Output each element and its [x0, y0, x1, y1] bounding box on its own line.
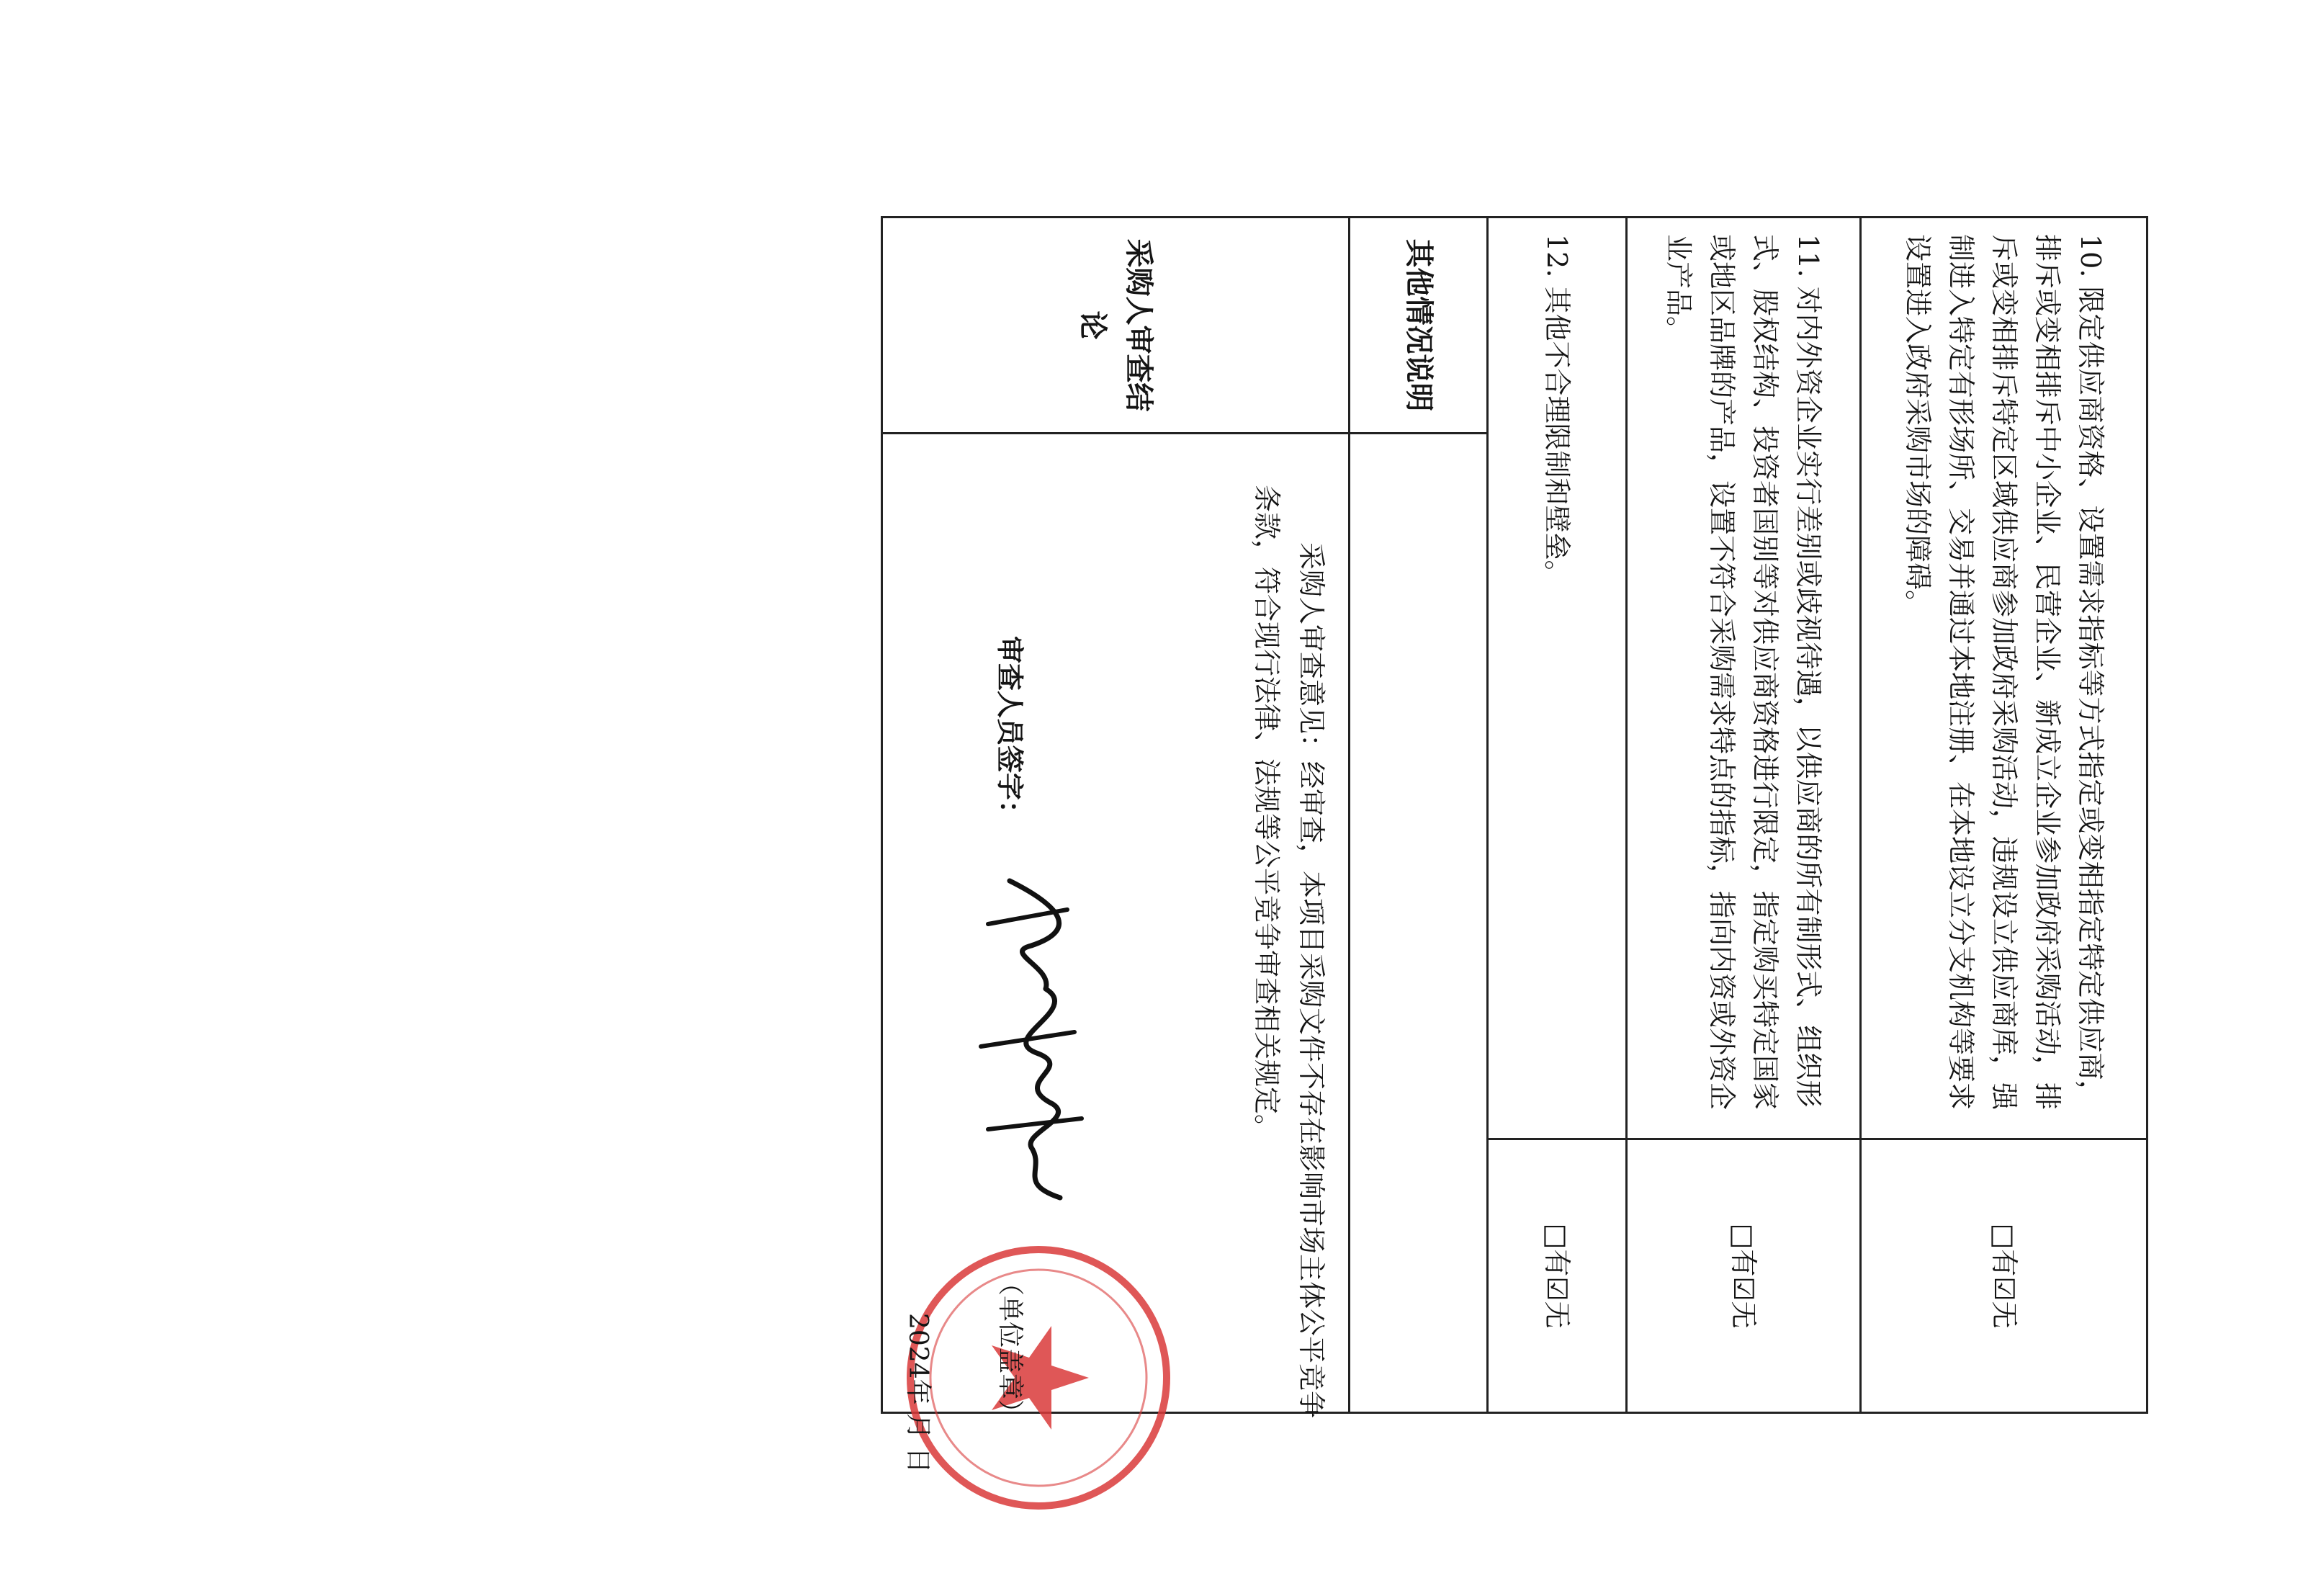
criterion-12-text: 12. 其他不合理限制和壁垒。: [1488, 218, 1626, 1139]
other-info-label: 其他情况说明: [1349, 218, 1487, 434]
official-stamp: [902, 1241, 1175, 1515]
conclusion-cell: [882, 434, 1350, 1474]
handwritten-signature: [974, 866, 1096, 1205]
criterion-10-text: 10. 限定供应商资格、设置需求指标等方式指定或变相指定特定供应商，排斥或变相排斥中小企业、民营企业、新成立企业参加政府采购活动，排斥或变相排斥特定区域供应商参加政府采购活动，违规设立供应商库，强制进入特定有形场所、交易并通过本地注册、在本地设立分支机构等要求设置进入政府采购市场的障碍。: [1861, 218, 2147, 1139]
conclusion-row: [882, 218, 1350, 1413]
other-info-value: [1349, 434, 1487, 1413]
conclusion-label: 采购人审查结论: [882, 218, 1350, 434]
rotated-form-sheet: [881, 216, 2148, 1474]
form-row-12: [1488, 218, 1626, 1413]
seal-caption: （单位盖章）: [995, 1270, 1025, 1426]
criterion-10-check: □有☑无: [1861, 1139, 2147, 1413]
review-form-table: [881, 216, 2148, 1474]
form-row-11: [1626, 218, 1861, 1413]
conclusion-text: 采购人审查意见：经审查，本项目采购文件不存在影响市场主体公平竞争条款，符合现行法律、法规等公平竞争审查相关规定。: [1250, 485, 1327, 1419]
criterion-11-check: □有☑无: [1626, 1139, 1861, 1413]
criterion-12-check: □有☑无: [1488, 1139, 1626, 1413]
reviewer-signature-label: 审查人员签字：: [993, 636, 1026, 828]
other-info-row: [1349, 218, 1487, 1413]
criterion-11-text: 11. 对内外资企业实行差别或歧视待遇，以供应商的所有制形式、组织形式、股权结构、投资者国别等对供应商资格进行限定，指定购买特定国家或地区品牌的产品，设置不符合采购需求特点的指标，指向内资或外资企业产品。: [1626, 218, 1861, 1139]
conclusion-date: 2024年 月 日: [902, 1313, 933, 1474]
form-row-10: [1861, 218, 2147, 1413]
